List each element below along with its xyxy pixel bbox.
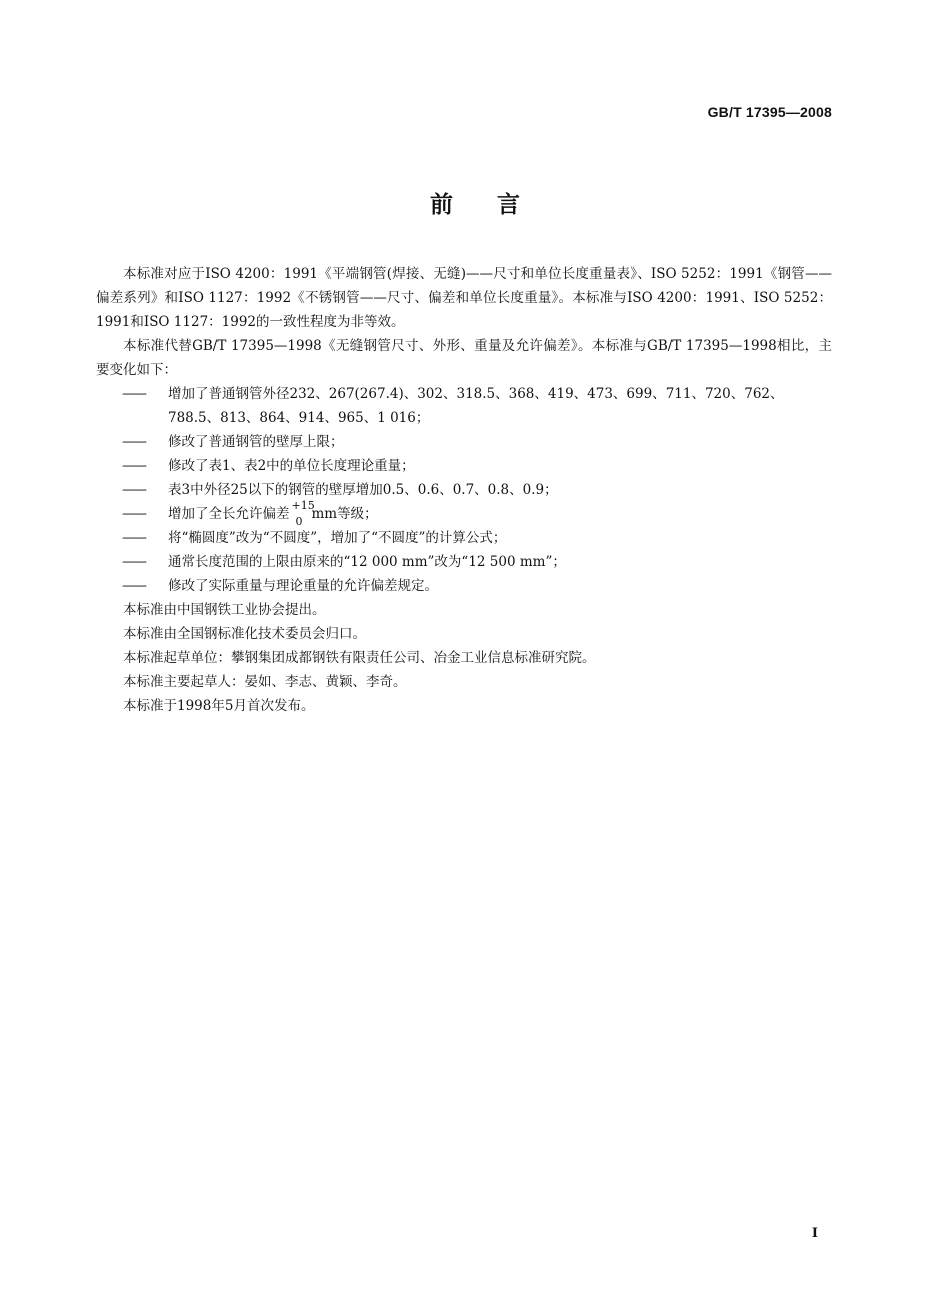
change-item-out-of-roundness (96, 526, 832, 550)
change-text: 修改了表1、表2中的单位长度理论重量； (168, 458, 415, 474)
dash-marker: —— (122, 578, 145, 594)
change-text: 增加了全长允许偏差 (168, 506, 290, 522)
paragraph-drafting-units: 本标准起草单位：攀钢集团成都钢铁有限责任公司、冶金工业信息标准研究院。 (123, 650, 596, 666)
change-item-theoretical-weight (96, 454, 832, 478)
change-text: 通常长度范围的上限由原来的“12 000 mm”改为“12 500 mm”； (168, 554, 566, 570)
tolerance-notation (291, 498, 315, 528)
change-item-outer-diameters (96, 382, 832, 430)
change-item-weight-deviation (96, 574, 832, 598)
dash-marker: —— (122, 506, 145, 522)
change-text: 修改了普通钢管的壁厚上限； (168, 434, 344, 450)
change-text: 将“椭圆度”改为“不圆度”，增加了“不圆度”的计算公式； (168, 530, 507, 546)
change-text: 增加了普通钢管外径232、267(267.4)、302、318.5、368、419、473、699、711、720、762、788.5、813、864、914、965、1 016； (168, 386, 784, 426)
page-title: 前言 (430, 191, 564, 218)
change-text: mm等级； (311, 506, 378, 522)
paragraph-centralized-by: 本标准由全国钢标准化技术委员会归口。 (123, 626, 366, 642)
change-item-normal-length (96, 550, 832, 574)
change-text: 表3中外径25以下的钢管的壁厚增加0.5、0.6、0.7、0.8、0.9； (168, 482, 558, 498)
paragraph-correspondence: 本标准对应于ISO 4200：1991《平端钢管(焊接、无缝)——尺寸和单位长度重量表》、ISO 5252：1991《钢管——偏差系列》和ISO 1127：1992《不锈钢管——尺寸、偏差和单位长度重量》。本标准与ISO 4200：1991、ISO 5252：1991和ISO 1127：1992的一致性程度为非等效。 (96, 266, 832, 330)
tolerance-lower: 0 (295, 514, 303, 528)
dash-marker: —— (122, 554, 145, 570)
dash-marker: —— (122, 530, 145, 546)
tolerance-upper: +15 (291, 498, 315, 512)
paragraph-drafters: 本标准主要起草人：晏如、李志、黄颖、李奇。 (123, 674, 407, 690)
dash-marker: —— (122, 482, 145, 498)
paragraph-proposed-by: 本标准由中国钢铁工业协会提出。 (123, 602, 326, 618)
change-item-wall-thickness-limit (96, 430, 832, 454)
change-text: 修改了实际重量与理论重量的允许偏差规定。 (168, 578, 438, 594)
changes-list (96, 382, 832, 598)
change-item-table3-thickness (96, 478, 832, 502)
dash-marker: —— (122, 458, 145, 474)
dash-marker: —— (122, 434, 145, 450)
dash-marker: —— (122, 386, 145, 402)
standard-code: GB/T 17395—2008 (707, 104, 832, 120)
paragraph-replacement: 本标准代替GB/T 17395—1998《无缝钢管尺寸、外形、重量及允许偏差》。本标准与GB/T 17395—1998相比，主要变化如下： (96, 338, 832, 378)
foreword-body (96, 262, 832, 718)
paragraph-first-issued: 本标准于1998年5月首次发布。 (123, 698, 315, 714)
change-item-length-tolerance (96, 498, 832, 528)
page-number: I (811, 1226, 818, 1241)
